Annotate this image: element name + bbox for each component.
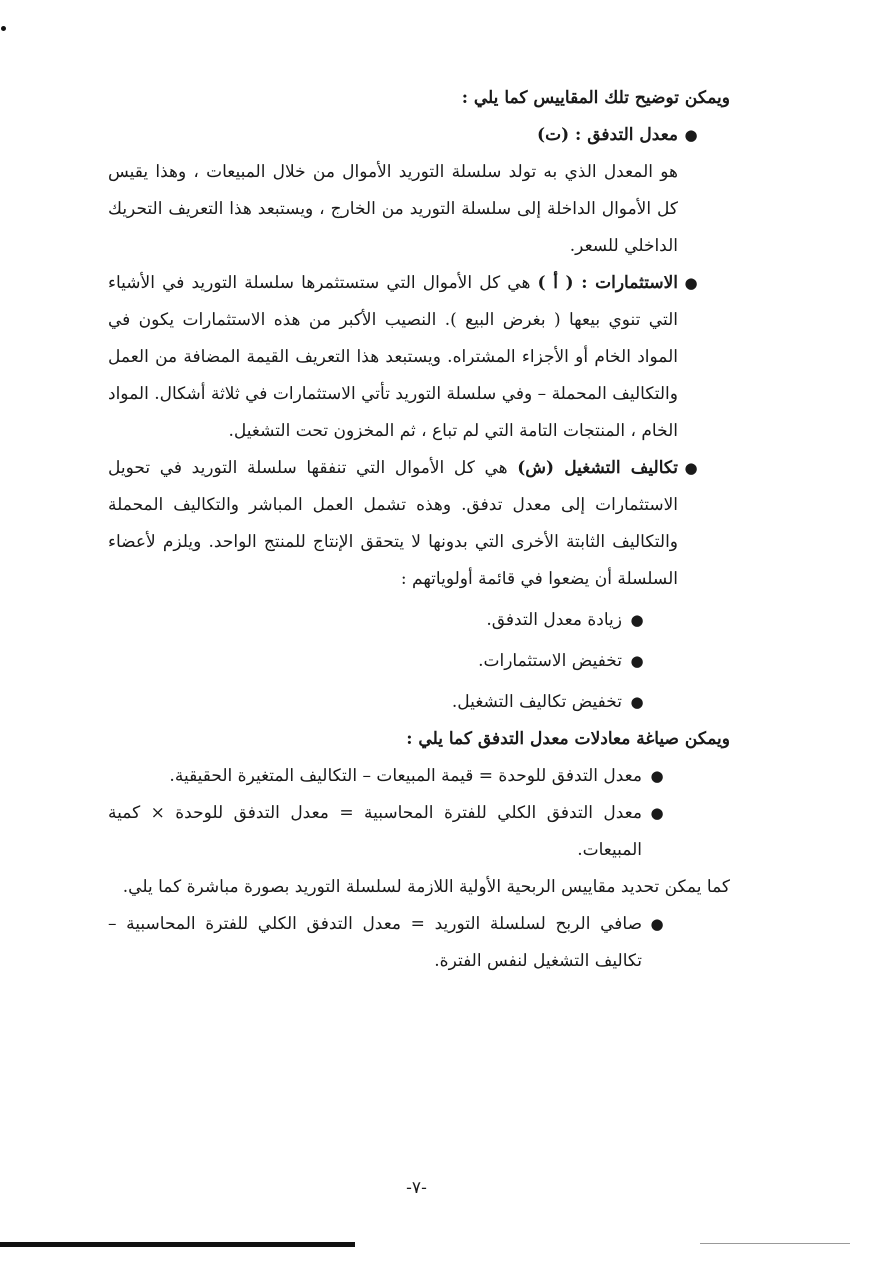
priority-item [108, 684, 730, 721]
profit-text: صافي الربح لسلسلة التوريد = معدل التدفق الكلي للفترة المحاسبية – تكاليف التشغيل لنفس الفترة. [108, 914, 642, 971]
priority-text: زيادة معدل التدفق. [486, 610, 622, 630]
flow-rate-line-1: هو المعدل الذي به تولد سلسلة التوريد الأموال من خلال المبيعات ، وهذا يقيس [108, 162, 678, 182]
bullet-icon: ● [630, 652, 644, 670]
equation-item [108, 795, 730, 869]
investments-item [108, 265, 730, 450]
footer-rule-faint [700, 1243, 850, 1244]
priority-text: تخفيض تكاليف التشغيل. [451, 692, 622, 712]
bullet-icon: ● [684, 274, 698, 292]
bullet-icon: ● [650, 767, 664, 785]
investments-text: هي كل الأموال التي ستستثمرها سلسلة التوريد في الأشياء التي تنوي بيعها ( بغرض البيع ). النصيب الأكبر من هذه الاستثمارات يكون في المواد الخام أو الأجزاء المشتراه. ويستبعد هذا التعريف القيمة المضافة من العمل والتكاليف المحملة – وفي سلسلة التوريد تأتي الاستثمارات في ثلاثة أشكال. المواد الخام ، المنتجات التامة التي لم تباع ، ثم المخزون تحت التشغيل. [108, 273, 678, 441]
footer-rule [0, 1242, 355, 1247]
flow-rate-line-2: كل الأموال الداخلة إلى سلسلة التوريد من الخارج ، ويستبعد هذا التعريف [168, 199, 678, 219]
bullet-icon: ● [684, 459, 698, 477]
operating-costs-title: تكاليف التشغيل (ش) [517, 458, 678, 478]
bullet-icon: ● [630, 693, 644, 711]
flow-rate-title: معدل التدفق : (ت) [537, 125, 678, 145]
priority-text: تخفيض الاستثمارات. [478, 651, 622, 671]
bullet-icon: ● [684, 126, 698, 144]
equation-text: معدل التدفق الكلي للفترة المحاسبية = معدل التدفق للوحدة × كمية المبيعات. [108, 803, 642, 860]
bullet-icon: ● [650, 804, 664, 822]
equations-heading: ويمكن صياغة معادلات معدل التدفق كما يلي : [406, 729, 730, 749]
priority-item [108, 643, 730, 680]
flow-rate-line-3: التحريك الداخلي للسعر. [108, 199, 678, 256]
profit-intro: كما يمكن تحديد مقاييس الربحية الأولية اللازمة لسلسلة التوريد بصورة مباشرة كما يلي. [122, 877, 730, 897]
equation-item [108, 758, 730, 795]
page-number: -٧- [406, 1178, 427, 1198]
flow-rate-definition [108, 154, 730, 265]
page-content [108, 80, 730, 980]
investments-title: الاستثمارات : ( أ ) [537, 273, 678, 293]
priority-item [108, 602, 730, 639]
profit-item [108, 906, 730, 980]
bullet-icon: ● [650, 915, 664, 933]
intro-heading: ويمكن توضيح تلك المقاييس كما يلي : [461, 88, 730, 108]
equation-text: معدل التدفق للوحدة = قيمة المبيعات – التكاليف المتغيرة الحقيقية. [169, 766, 642, 786]
operating-costs-item [108, 450, 730, 598]
flow-rate-item [108, 117, 730, 154]
operating-costs-text: هي كل الأموال التي تنفقها سلسلة التوريد في تحويل الاستثمارات إلى معدل تدفق. وهذه تشمل العمل المباشر والتكاليف المحملة والتكاليف الثابتة الأخرى التي بدونها لا يتحقق الإنتاج للمنتج الواحد. ويلزم لأعضاء السلسلة أن يضعوا في قائمة أولوياتهم : [108, 458, 678, 589]
bullet-icon: ● [630, 611, 644, 629]
scan-dot [1, 26, 6, 31]
